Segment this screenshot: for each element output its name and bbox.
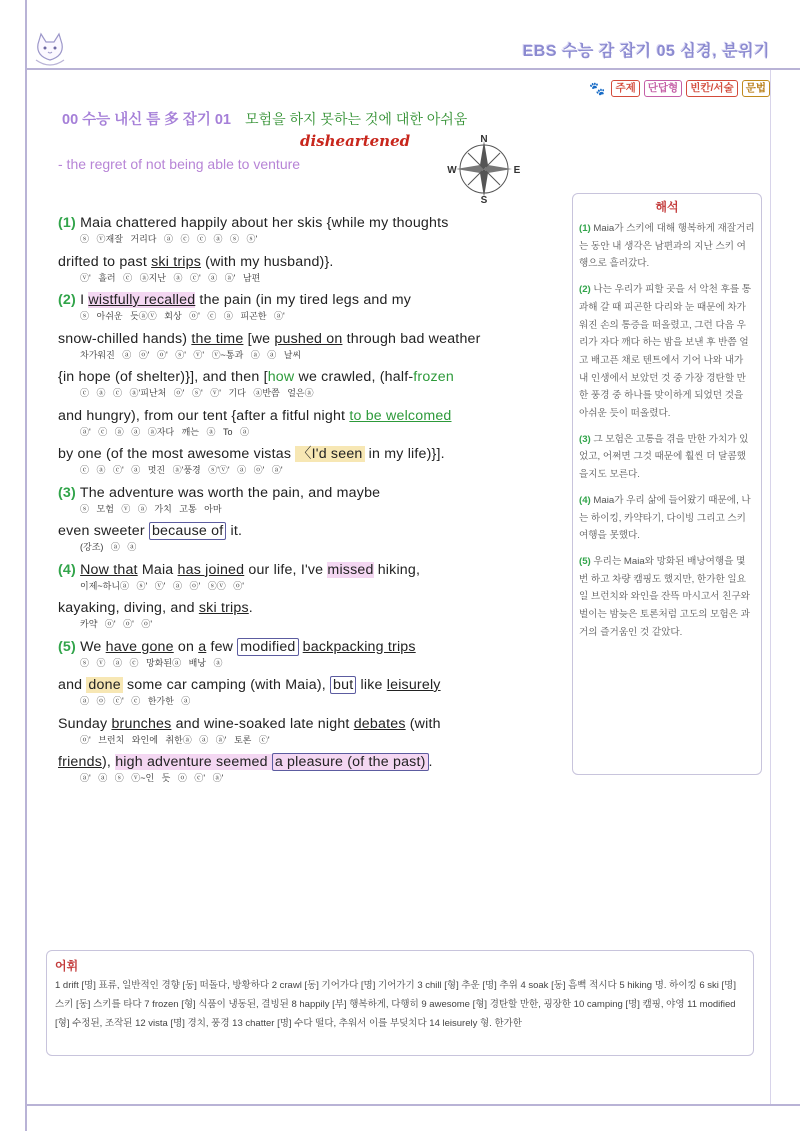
passage-line	[58, 214, 548, 233]
tag-bar	[589, 80, 770, 97]
passage-segment: by one (of the most awesome vistas	[58, 446, 296, 462]
passage-segment: because of	[149, 522, 226, 540]
sentence-number: (3)	[58, 484, 76, 501]
passage-line	[58, 561, 548, 580]
gloss-line: (강조) ⓐ ⓐ	[80, 542, 137, 552]
translation-panel	[572, 193, 762, 775]
paragraph-number: (5)	[579, 555, 591, 567]
passage-segment: to be welcomed	[349, 407, 452, 424]
translation-heading: 해석	[655, 200, 679, 214]
passage-line	[58, 676, 548, 695]
passage-line	[58, 407, 548, 426]
passage-segment: The adventure was worth the pain, and maybe	[75, 484, 381, 501]
vocabulary-list: 1 drift [명] 표류, 일반적인 경향 [동] 떠돌다, 방황하다 2 crawl [동] 기어가다 [명] 기어가기 3 chill [형] 추운 [명] 추위 4 soak [동] 흠뻑 적시다 5 hiking 명. 하이킹 6 ski [명] 스키 [동] 스키를 타다 7 frozen [형] 식품이 냉동된, 결빙된 8 happily [부] 행복하게, 다행히 9 awesome [형] 경탄할 만한, 굉장한 10 camping [명] 캠핑, 야영 11 modified [형] 수정된, 조작된 12 vista [명] 경치, 풍경 13 chatter [명] 수다 떨다, 추워서 이를 부딪치다 14 leisurely 형. 한가한	[55, 980, 736, 1029]
compass-n-label: N	[480, 134, 488, 145]
passage-segment: backpacking trips	[302, 638, 416, 655]
paragraph-number: (1)	[579, 223, 591, 234]
passage-segment: even sweeter	[58, 523, 149, 539]
passage-segment: high adventure seemed	[115, 754, 272, 770]
passage-segment: wistfully recalled	[88, 292, 196, 308]
passage-segment: through bad weather	[342, 330, 481, 347]
passage-segment: ski trips	[198, 600, 249, 616]
sentence-number: (2)	[58, 292, 76, 308]
passage-segment: and	[58, 677, 87, 693]
compass-s-label: S	[480, 195, 488, 203]
passage-segment: has joined	[177, 561, 245, 578]
frame-bottom-border	[25, 1104, 800, 1106]
vocabulary-heading: 어휘	[55, 959, 79, 973]
passage-segment: (with my husband)}.	[201, 253, 334, 270]
passage-segment: I	[75, 292, 89, 308]
paragraph-text: Maia가 스키에 대해 행복하게 재잘거리는 동안 내 생각은 남편과의 지난 스키 여행으로 흘러갔다.	[579, 223, 755, 270]
lesson-topic: 모험을 하지 못하는 것에 대한 아쉬움	[245, 111, 468, 127]
header-title: EBS 수능 감 잡기 05 심경, 분위기	[522, 43, 770, 60]
gloss-line: 차가워진 ⓐ ⓞ' ⓞ' ⓢ' ⓥ' ⓥ~통과 ⓐ ⓐ 날씨	[80, 349, 302, 360]
passage-segment: kayaking, diving, and	[58, 600, 199, 616]
gloss-line: ⓞ' 브런치 와인에 취한ⓐ ⓐ ⓐ' 토론 ⓒ'	[80, 734, 270, 745]
gloss-line: ⓢ 모험 ⓥ ⓐ 가치 고통 아마	[80, 503, 222, 514]
paragraph-number: (2)	[579, 284, 591, 296]
passage-segment: in my life)}].	[364, 446, 445, 462]
passage-segment: hiking,	[373, 561, 421, 578]
passage-segment: have gone	[105, 638, 174, 655]
passage-segment: done	[88, 677, 121, 693]
tag-topic[interactable]: 주제	[611, 80, 639, 97]
passage-segment: some car camping (with Maia),	[122, 677, 331, 693]
passage-segment: ski trips	[151, 253, 201, 270]
passage-line	[58, 638, 548, 657]
translation-paragraph	[573, 431, 761, 484]
gloss-line: 카약 ⓞ' ⓞ' ⓞ'	[80, 619, 153, 629]
passage-line	[58, 484, 548, 503]
passage-segment: on	[173, 638, 199, 655]
gloss-line: ⓒ ⓐ ⓒ ⓐ'피난처 ⓞ' ⓢ' ⓥ' 기다 ⓐ반쯤 얼은ⓐ	[80, 388, 314, 398]
passage-line	[58, 599, 548, 618]
passage-segment: Now that	[80, 561, 138, 578]
passage-segment: .	[248, 600, 253, 616]
frame-left-border	[25, 0, 27, 1131]
passage-segment: and wine-soaked late night	[171, 715, 354, 732]
translation-paragraph	[573, 553, 761, 642]
passage-line	[58, 330, 548, 349]
passage-line	[58, 253, 548, 272]
compass-e-label: E	[513, 165, 521, 176]
cat-mascot-icon	[30, 30, 70, 68]
passage-line	[58, 368, 548, 387]
paragraph-number: (4)	[579, 494, 591, 506]
passage-segment: and hungry), from our tent {after a fitful night	[58, 407, 350, 424]
passage-segment: drifted to past	[58, 253, 152, 270]
sentence-number: (4)	[58, 561, 76, 578]
lesson-label: 00 수능 내신 틈 多 잡기 01	[62, 112, 231, 128]
passage-line	[58, 522, 548, 541]
passage-segment: it.	[226, 523, 243, 539]
passage-segment: the pain (in my tired legs and my	[195, 292, 412, 308]
passage-segment: brunches	[111, 715, 172, 732]
translation-paragraph	[573, 281, 761, 423]
passage-segment: friends	[58, 754, 102, 770]
frame-top-border	[25, 68, 800, 70]
compass-w-label: W	[447, 165, 457, 176]
passage-line	[58, 715, 548, 734]
gloss-line: ⓥ' 흘러 ⓒ ⓐ지난 ⓐ ⓒ' ⓐ ⓐ' 남편	[80, 272, 261, 283]
passage-segment: frozen	[413, 369, 454, 385]
passage-segment: how	[267, 369, 295, 385]
passage-segment: but	[330, 676, 356, 694]
passage-segment: leisurely	[386, 677, 441, 693]
passage-segment: the time	[191, 330, 244, 347]
lesson-header	[62, 108, 467, 129]
paragraph-text: 나는 우리가 피할 곳을 서 악천 후를 통과해 갈 때 피곤한 다리와 눈 때문에 차가워진 손의 통증을 떠올렸고, 그런 다음 우리가 자다 깨다 하는 밤을 보낸 후 반쯤 얼고 배고픈 채로 텐트에서 기어 나와 내가 내 인생에서 보았던 것 중 가장 경탄할 만한 풍경 중 하나를 맞이하게 되었던 것을 아쉬운 듯이 떠올렸다.	[579, 284, 752, 420]
gloss-line: ⓢ ⓥ재잘 거리다 ⓐ ⓒ ⓒ ⓐ ⓢ ⓢ'	[80, 234, 258, 244]
passage-segment: Sunday	[58, 715, 112, 732]
passage-segment: a	[198, 638, 207, 655]
passage-line	[58, 291, 548, 310]
tag-grammar[interactable]: 문법	[742, 80, 770, 97]
gloss-line: ⓢ ⓥ ⓐ ⓒ 망화된ⓐ 배낭 ⓐ	[80, 657, 223, 668]
passage-segment: [we	[243, 330, 275, 347]
passage-segment: we crawled, (half-	[294, 369, 414, 385]
reading-passage	[58, 214, 548, 792]
paragraph-number: (3)	[579, 433, 591, 445]
paragraph-text: 그 모험은 고통을 겪을 만한 가치가 있었고, 어쩌면 그것 때문에 훨씬 더 달콤했을지도 모른다.	[579, 433, 749, 481]
passage-segment: snow-chilled hands)	[58, 330, 192, 347]
passage-segment: missed	[327, 561, 374, 578]
passage-segment: Maia chattered happily about her skis {while my thoughts	[75, 215, 449, 231]
mood-keyword: disheartened	[300, 132, 411, 150]
translation-paragraph	[573, 492, 761, 545]
passage-segment: Maia	[137, 561, 178, 578]
passage-line	[58, 445, 548, 464]
gloss-line: ⓐ' ⓐ ⓢ ⓥ~인 듯 ⓞ ⓒ' ⓐ'	[80, 773, 224, 783]
passage-segment: few	[206, 638, 238, 655]
passage-segment: .	[428, 754, 433, 770]
passage-segment: {in hope (of shelter)}], and then [	[58, 369, 268, 385]
sentence-number: (5)	[58, 638, 76, 655]
tag-blank-essay[interactable]: 빈칸/서술	[686, 80, 738, 97]
passage-segment: We	[75, 638, 106, 655]
paragraph-text: 우리는 Maia와 망화된 배낭여행을 몇 번 하고 차량 캠핑도 했지만, 한가한 일요일 브런치와 와인을 잔뜩 마시고서 친구와 벌이는 밤늦은 토론처럼 고도의 모험은 과거의 즐거움인 것 같았다.	[579, 555, 750, 638]
passage-line	[58, 753, 548, 772]
passage-segment: pushed on	[274, 330, 343, 347]
vocabulary-box	[46, 950, 754, 1056]
translation-paragraph	[573, 220, 761, 273]
sentence-number: (1)	[58, 215, 76, 231]
passage-segment: our life, I've	[244, 561, 328, 578]
paragraph-text: Maia가 우리 삶에 들어왔기 때문에, 나는 하이킹, 카약타기, 다이빙 그리고 스키 여행을 못했다.	[579, 494, 751, 542]
theme-english: - the regret of not being able to venture	[58, 156, 301, 172]
gloss-line: ⓒ ⓐ ⓒ' ⓐ 멋진 ⓐ'풍경 ⓢ'ⓥ' ⓐ ⓞ' ⓐ'	[80, 465, 283, 475]
gloss-line: ⓐ' ⓒ ⓐ ⓐ ⓐ자다 깨는 ⓐ To ⓐ	[80, 426, 250, 437]
frame-right-border	[770, 70, 771, 1104]
tag-short-answer[interactable]: 단답형	[644, 80, 682, 97]
passage-segment: modified	[237, 638, 298, 656]
gloss-line: 이제~하니ⓐ ⓢ' ⓥ' ⓐ ⓞ' ⓢⓥ ⓞ'	[80, 580, 244, 591]
passage-segment: (with	[405, 715, 441, 732]
passage-segment: debates	[353, 715, 406, 732]
passage-segment: 〈I'd seen	[297, 446, 363, 462]
compass-icon	[446, 133, 522, 203]
paw-icon: 🐾	[589, 80, 606, 96]
passage-segment: a pleasure (of the past)	[272, 753, 429, 771]
gloss-line: ⓐ ⓞ ⓒ' ⓒ 한가한 ⓐ	[80, 696, 191, 706]
passage-segment: like	[356, 677, 387, 693]
passage-segment: ),	[101, 754, 116, 770]
gloss-line: ⓢ 아쉬운 듯ⓐⓥ 회상 ⓞ' ⓒ ⓐ 피곤한 ⓐ'	[80, 311, 285, 321]
